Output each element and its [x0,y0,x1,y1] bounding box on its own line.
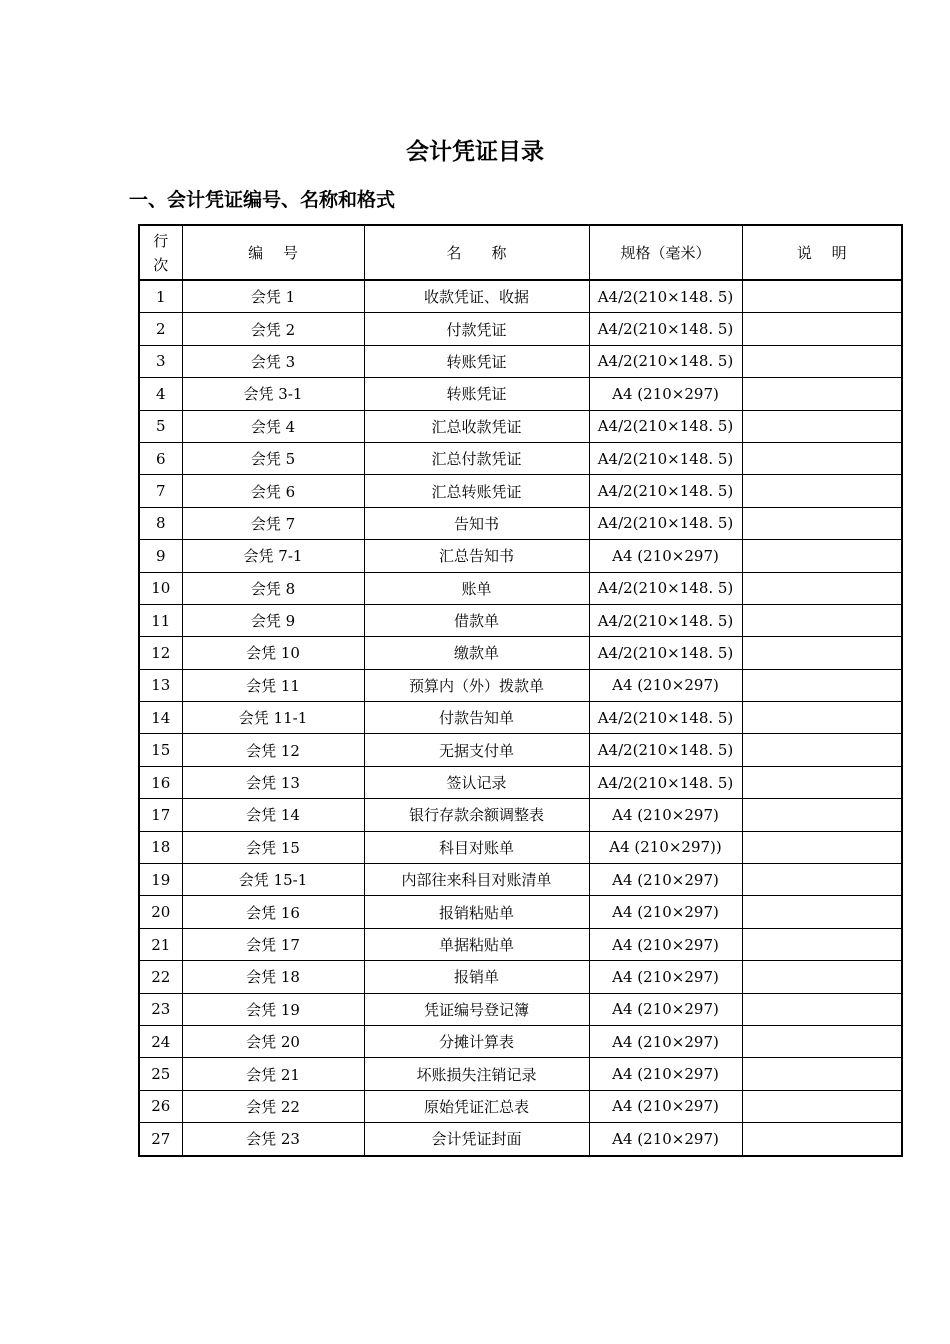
table-row [139,313,902,345]
table-row [139,1025,902,1057]
table-row [139,378,902,410]
cell-row-no: 23 [139,993,182,1025]
cell-name: 汇总转账凭证 [364,475,589,507]
cell-spec: A4/2(210×148. 5) [589,313,742,345]
cell-row-no: 17 [139,799,182,831]
cell-note [742,928,902,960]
section-heading: 一、会计凭证编号、名称和格式 [129,189,396,211]
cell-note [742,1025,902,1057]
cell-name: 原始凭证汇总表 [364,1090,589,1122]
cell-code: 会凭 9 [182,604,364,636]
cell-code: 会凭 5 [182,442,364,474]
table-row [139,831,902,863]
cell-row-no: 21 [139,928,182,960]
cell-spec: A4 (210×297) [589,669,742,701]
table-row [139,766,902,798]
cell-note [742,669,902,701]
cell-spec: A4/2(210×148. 5) [589,345,742,377]
header-note: 说 明 [742,225,902,280]
cell-note [742,604,902,636]
cell-code: 会凭 7-1 [182,540,364,572]
cell-code: 会凭 11 [182,669,364,701]
cell-row-no: 7 [139,475,182,507]
cell-name: 分摊计算表 [364,1025,589,1057]
cell-code: 会凭 7 [182,507,364,539]
cell-note [742,313,902,345]
cell-code: 会凭 8 [182,572,364,604]
cell-note [742,831,902,863]
cell-code: 会凭 12 [182,734,364,766]
cell-code: 会凭 21 [182,1058,364,1090]
cell-spec: A4/2(210×148. 5) [589,604,742,636]
cell-name: 汇总收款凭证 [364,410,589,442]
header-row [139,225,902,280]
cell-name: 转账凭证 [364,345,589,377]
cell-spec: A4/2(210×148. 5) [589,572,742,604]
cell-note [742,896,902,928]
cell-name: 告知书 [364,507,589,539]
cell-note [742,993,902,1025]
table-row [139,993,902,1025]
cell-name: 汇总告知书 [364,540,589,572]
cell-row-no: 1 [139,280,182,313]
cell-spec: A4 (210×297) [589,864,742,896]
cell-spec: A4 (210×297) [589,378,742,410]
cell-note [742,378,902,410]
cell-note [742,507,902,539]
cell-row-no: 19 [139,864,182,896]
cell-row-no: 25 [139,1058,182,1090]
cell-spec: A4/2(210×148. 5) [589,766,742,798]
table-row [139,1123,902,1156]
cell-code: 会凭 15-1 [182,864,364,896]
cell-name: 签认记录 [364,766,589,798]
table-row [139,928,902,960]
cell-note [742,280,902,313]
cell-note [742,799,902,831]
cell-name: 收款凭证、收据 [364,280,589,313]
cell-row-no: 16 [139,766,182,798]
cell-spec: A4 (210×297) [589,540,742,572]
cell-note [742,734,902,766]
cell-spec: A4 (210×297) [589,1090,742,1122]
voucher-catalog-table [138,224,903,1157]
cell-note [742,961,902,993]
cell-name: 坏账损失注销记录 [364,1058,589,1090]
cell-row-no: 10 [139,572,182,604]
cell-name: 凭证编号登记簿 [364,993,589,1025]
cell-note [742,864,902,896]
cell-row-no: 27 [139,1123,182,1156]
cell-note [742,766,902,798]
cell-note [742,345,902,377]
cell-code: 会凭 4 [182,410,364,442]
cell-name: 付款凭证 [364,313,589,345]
table-row [139,442,902,474]
cell-name: 内部往来科目对账清单 [364,864,589,896]
cell-code: 会凭 15 [182,831,364,863]
cell-code: 会凭 18 [182,961,364,993]
cell-code: 会凭 11-1 [182,702,364,734]
header-code: 编 号 [182,225,364,280]
cell-spec: A4 (210×297)) [589,831,742,863]
cell-note [742,1090,902,1122]
table-row [139,734,902,766]
cell-name: 无据支付单 [364,734,589,766]
cell-spec: A4/2(210×148. 5) [589,702,742,734]
cell-name: 借款单 [364,604,589,636]
table-row [139,864,902,896]
cell-name: 汇总付款凭证 [364,442,589,474]
cell-note [742,442,902,474]
cell-spec: A4 (210×297) [589,1058,742,1090]
table-row [139,799,902,831]
cell-row-no: 4 [139,378,182,410]
table-row [139,410,902,442]
cell-code: 会凭 22 [182,1090,364,1122]
page-title: 会计凭证目录 [406,139,544,165]
cell-spec: A4 (210×297) [589,799,742,831]
cell-row-no: 20 [139,896,182,928]
cell-code: 会凭 3 [182,345,364,377]
cell-name: 科目对账单 [364,831,589,863]
cell-spec: A4/2(210×148. 5) [589,442,742,474]
header-row-no-line1: 行 [153,231,169,250]
table-row [139,604,902,636]
cell-note [742,1058,902,1090]
table-row [139,896,902,928]
header-row-no [139,225,182,280]
table-row [139,702,902,734]
cell-note [742,702,902,734]
cell-row-no: 15 [139,734,182,766]
cell-spec: A4/2(210×148. 5) [589,280,742,313]
cell-code: 会凭 19 [182,993,364,1025]
cell-spec: A4 (210×297) [589,928,742,960]
header-spec: 规格（毫米） [589,225,742,280]
cell-spec: A4/2(210×148. 5) [589,475,742,507]
cell-note [742,637,902,669]
table-row [139,637,902,669]
cell-row-no: 13 [139,669,182,701]
cell-code: 会凭 2 [182,313,364,345]
table-row [139,572,902,604]
table-row [139,475,902,507]
cell-row-no: 6 [139,442,182,474]
header-name: 名 称 [364,225,589,280]
cell-code: 会凭 1 [182,280,364,313]
cell-row-no: 9 [139,540,182,572]
cell-spec: A4/2(210×148. 5) [589,734,742,766]
table-row [139,507,902,539]
cell-spec: A4 (210×297) [589,1123,742,1156]
cell-code: 会凭 16 [182,896,364,928]
cell-note [742,410,902,442]
cell-code: 会凭 17 [182,928,364,960]
table-header [139,225,902,280]
table-row [139,669,902,701]
table-body [139,280,902,1156]
cell-row-no: 8 [139,507,182,539]
cell-row-no: 22 [139,961,182,993]
cell-name: 报销粘贴单 [364,896,589,928]
cell-row-no: 2 [139,313,182,345]
cell-code: 会凭 20 [182,1025,364,1057]
cell-spec: A4 (210×297) [589,961,742,993]
table-row [139,1090,902,1122]
table-row [139,961,902,993]
cell-spec: A4 (210×297) [589,1025,742,1057]
cell-name: 账单 [364,572,589,604]
cell-row-no: 24 [139,1025,182,1057]
cell-note [742,572,902,604]
cell-row-no: 11 [139,604,182,636]
cell-row-no: 12 [139,637,182,669]
cell-spec: A4 (210×297) [589,993,742,1025]
cell-spec: A4/2(210×148. 5) [589,507,742,539]
table-row [139,280,902,313]
cell-note [742,1123,902,1156]
cell-code: 会凭 13 [182,766,364,798]
cell-name: 缴款单 [364,637,589,669]
cell-row-no: 5 [139,410,182,442]
cell-code: 会凭 23 [182,1123,364,1156]
cell-code: 会凭 6 [182,475,364,507]
cell-row-no: 18 [139,831,182,863]
cell-code: 会凭 3-1 [182,378,364,410]
cell-note [742,475,902,507]
cell-name: 单据粘贴单 [364,928,589,960]
cell-code: 会凭 10 [182,637,364,669]
cell-row-no: 14 [139,702,182,734]
cell-name: 会计凭证封面 [364,1123,589,1156]
table-row [139,345,902,377]
cell-row-no: 3 [139,345,182,377]
table-row [139,540,902,572]
cell-code: 会凭 14 [182,799,364,831]
cell-name: 报销单 [364,961,589,993]
table-row [139,1058,902,1090]
cell-name: 银行存款余额调整表 [364,799,589,831]
cell-row-no: 26 [139,1090,182,1122]
header-row-no-line2: 次 [153,255,169,274]
cell-name: 付款告知单 [364,702,589,734]
cell-spec: A4 (210×297) [589,896,742,928]
cell-name: 预算内（外）拨款单 [364,669,589,701]
cell-name: 转账凭证 [364,378,589,410]
cell-note [742,540,902,572]
cell-spec: A4/2(210×148. 5) [589,410,742,442]
cell-spec: A4/2(210×148. 5) [589,637,742,669]
